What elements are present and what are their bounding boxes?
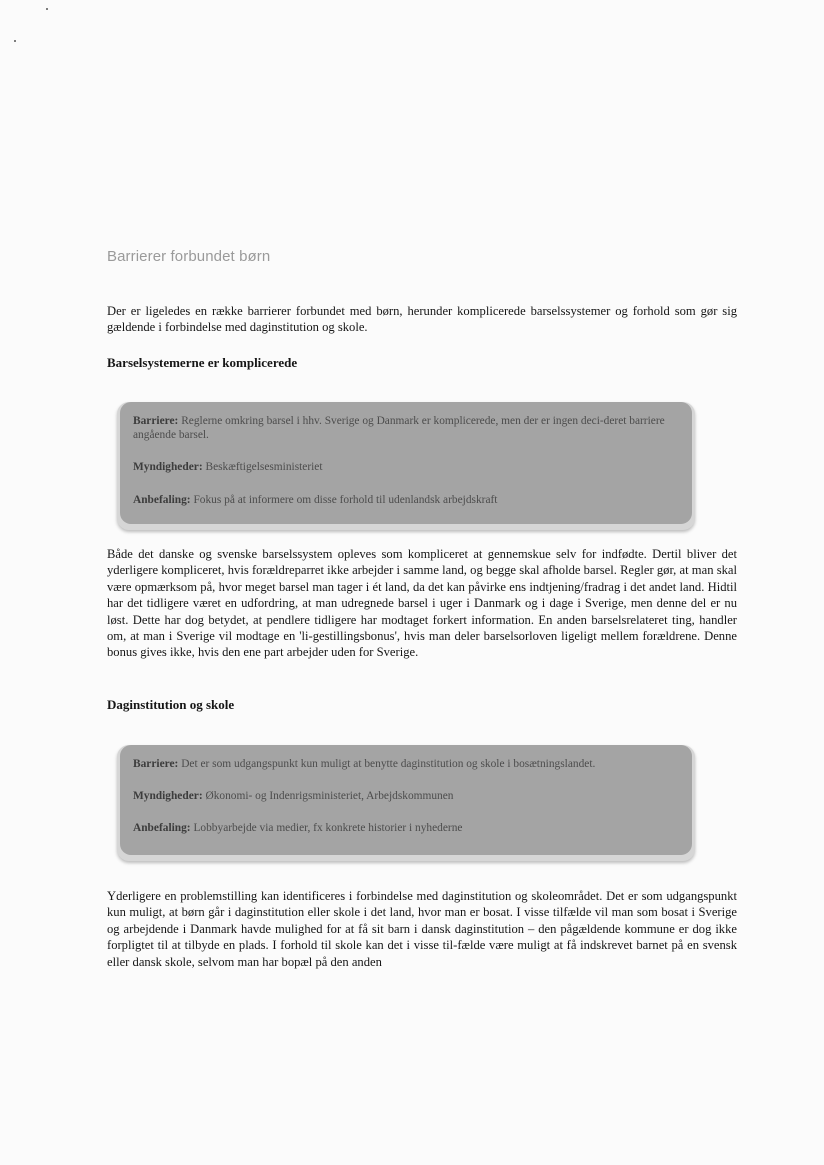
anbefaling-text: Lobbyarbejde via medier, fx konkrete historier i nyhederne <box>193 822 463 835</box>
daginstitution-info-box <box>120 745 692 855</box>
daginstitution-heading: Daginstitution og skole <box>107 697 235 712</box>
scan-dust-mark <box>14 40 16 42</box>
barriere-label: Barriere: <box>133 758 179 770</box>
intro-paragraph: Der er ligeledes en række barrierer forbundet med børn, herunder komplicerede barselssystemer og forhold som gør sig gældende i forbindelse med daginstitution og skole. <box>107 304 737 335</box>
barsel-anbefaling-row <box>133 493 678 507</box>
barsel-barriere-row <box>133 414 678 442</box>
myndigheder-label: Myndigheder: <box>133 461 203 474</box>
barsel-heading: Barselsystemerne er komplicerede <box>107 355 298 370</box>
anbefaling-label: Anbefaling: <box>133 493 191 506</box>
barsel-myndigheder-row <box>133 460 678 474</box>
daginstitution-anbefaling-row <box>133 821 678 835</box>
barriere-text: Det er som udgangspunkt kun muligt at benytte daginstitution og skole i bosætningslandet. <box>181 758 596 770</box>
anbefaling-text: Fokus på at informere om disse forhold til udenlandsk arbejdskraft <box>193 493 498 506</box>
daginstitution-paragraph: Yderligere en problemstilling kan identificeres i forbindelse med daginstitution og skoleområdet. Det er som udgangspunkt kun muligt, at børn går i daginstitution eller skole i det land, hvor man er bosat. I visse tilfælde vil man som bosat i Sverige og arbejdende i Danmark havde mulighed for at få sit barn i dansk daginstitution – den pågældende kommune er dog ikke forpligtet til at tilbyde en plads. I forhold til skole kan det i visse til-fælde være muligt at få indskrevet barnet på en svensk eller dansk skole, selvom man har bopæl på den anden <box>107 889 737 969</box>
barriere-text: Reglerne omkring barsel i hhv. Sverige og Danmark er komplicerede, men der er ingen deci-deret barriere angående barsel. <box>133 415 665 442</box>
scan-dust-mark <box>46 8 48 10</box>
barsel-paragraph: Både det danske og svenske barselssystem opleves som kompliceret at gennemskue selv for indfødte. Dertil bliver det yderligere kompliceret, hvis forældreparret ikke arbejder i samme land, og begge skal afholde barsel. Regler gør, at man skal være opmærksom på, hvor meget barsel man tager i ét land, da det kan påvirke ens indtjening/fradrag i det andet land. Hidtil har det tidligere været en udfordring, at man udregnede barsel i uger i Danmark og i dage i Sverige, men denne del er nu løst. Dette har dog betydet, at pendlere tidligere har modtaget forkert information. En anden barselsrelateret ting, handler om, at man i Sverige vil modtage en 'li-gestillingsbonus', hvis man deler barselsorloven ligeligt mellem forældrene. Denne bonus gives ikke, hvis den ene part arbejder uden for Sverige. <box>107 547 737 660</box>
barsel-info-box <box>120 402 692 524</box>
daginstitution-myndigheder-row <box>133 789 678 803</box>
anbefaling-label: Anbefaling: <box>133 822 191 835</box>
myndigheder-text: Beskæftigelsesministeriet <box>205 461 323 474</box>
barriere-label: Barriere: <box>133 415 179 427</box>
myndigheder-label: Myndigheder: <box>133 790 203 803</box>
myndigheder-text: Økonomi- og Indenrigsministeriet, Arbejdskommunen <box>205 790 454 803</box>
daginstitution-barriere-row <box>133 757 678 771</box>
section-title: Barrierer forbundet børn <box>107 248 271 265</box>
